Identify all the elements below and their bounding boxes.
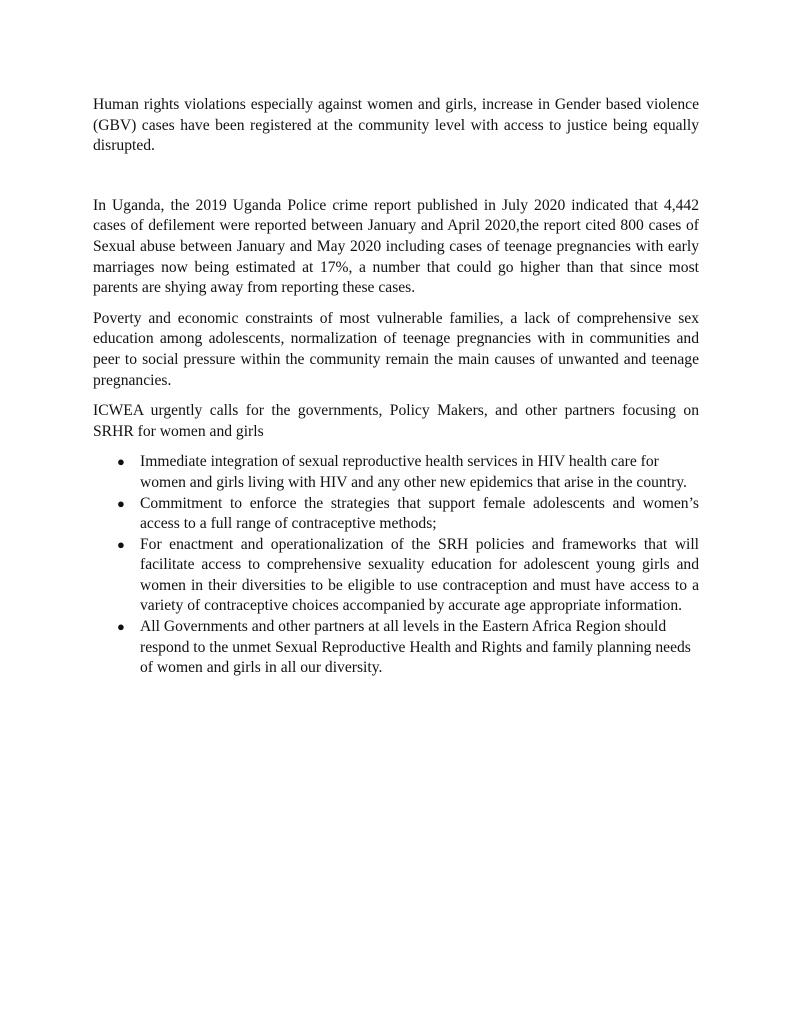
recommendations-list — [93, 452, 699, 679]
list-item — [93, 535, 699, 617]
bullet-icon: ● — [117, 619, 125, 635]
list-item-text: All Governments and other partners at all levels in the Eastern Africa Region should respond to the unmet Sexual Reproductive Health and Rights and family planning needs of women and girls in all our diversity. — [140, 618, 691, 677]
list-item-text: For enactment and operationalization of the SRH policies and frameworks that will facilitate access to comprehensive sexuality education for adolescent young girls and women in their diversities to be eligible to use contraception and must have access to a variety of contraceptive choices accompanied by accurate age appropriate information. — [140, 535, 699, 615]
list-item — [93, 452, 699, 493]
list-item — [93, 617, 699, 679]
document-body — [93, 95, 699, 679]
bullet-icon: ● — [117, 495, 125, 511]
paragraph-causes: Poverty and economic constraints of most vulnerable families, a lack of comprehensive sex education among adolescents, normalization of teenage pregnancies with in communities and peer to social pressure within the community remain the main causes of unwanted and teenage pregnancies. — [93, 309, 699, 389]
list-item — [93, 494, 699, 535]
paragraph-gbv: Human rights violations especially against women and girls, increase in Gender based violence (GBV) cases have been registered at the community level with access to justice being equally disrupted. — [93, 96, 699, 155]
bullet-icon: ● — [117, 536, 125, 552]
list-item-text: Commitment to enforce the strategies that support female adolescents and women’s access to a full range of contraceptive methods; — [140, 494, 699, 533]
list-item-text: Immediate integration of sexual reproductive health services in HIV health care for women and girls living with HIV and any other new epidemics that arise in the country. — [140, 453, 687, 491]
paragraph-uganda-report: In Uganda, the 2019 Uganda Police crime report published in July 2020 indicated that 4,442 cases of defilement were reported between January and April 2020,the report cited 800 cases of Sexual abuse between January and May 2020 including cases of teenage pregnancies with early marriages now being estimated at 17%, a number that could go higher than that since most parents are shying away from reporting these cases. — [93, 196, 699, 297]
bullet-icon: ● — [117, 454, 125, 470]
paragraph-icwea-call: ICWEA urgently calls for the governments, Policy Makers, and other partners focusing on SRHR for women and girls — [93, 402, 699, 440]
